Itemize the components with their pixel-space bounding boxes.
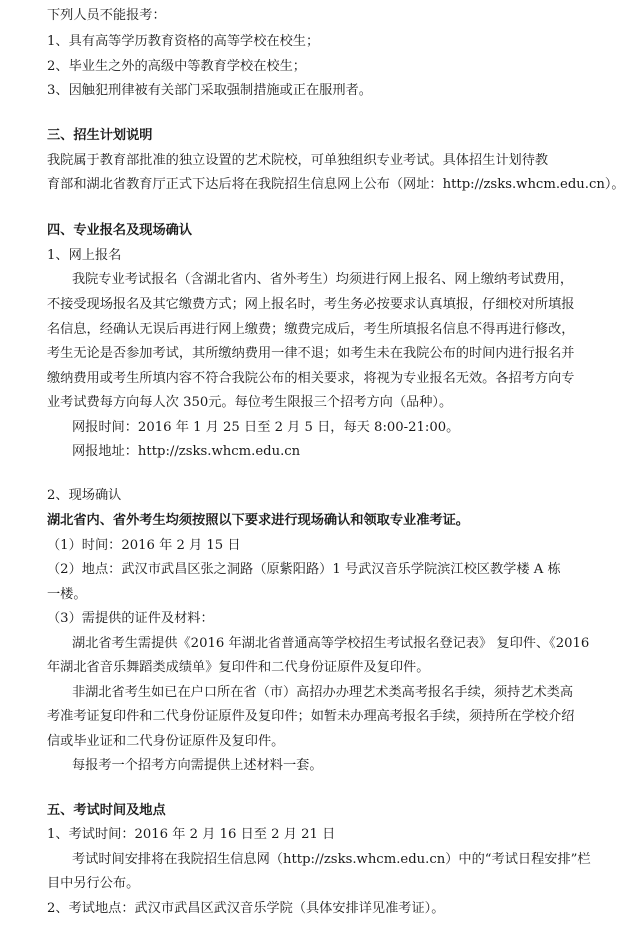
section-3-para-line: 育部和湖北省教育厅正式下达后将在我院招生信息网上公布（网址：http://zsks.whcm.edu.cn）。 — [47, 177, 625, 192]
exam-schedule-line: 考试时间安排将在我院招生信息网（http://zsks.whcm.edu.cn）中的“考试日程安排”栏 — [72, 852, 591, 867]
online-para-line: 考生无论是否参加考试，其所缴纳费用一律不退；如考生未在我院公布的时间内进行报名并 — [47, 346, 575, 361]
section-3-heading: 三、招生计划说明 — [47, 128, 153, 143]
online-address-line: 网报地址：http://zsks.whcm.edu.cn — [72, 444, 301, 459]
onsite-location-line: 一楼。 — [47, 587, 87, 602]
hubei-docs-line: 湖北省考生需提供《2016 年湖北省普通高等学校招生考试报名登记表》 复印件、《2016 — [72, 636, 590, 651]
intro-title: 下列人员不能报考： — [47, 8, 166, 23]
exclusion-item: 3、因触犯刑律被有关部门采取强制措施或正在服刑者。 — [47, 83, 372, 98]
section-4-sub-online: 1、网上报名 — [47, 248, 122, 263]
non-hubei-docs-line: 信或毕业证和二代身份证原件及复印件。 — [47, 734, 285, 749]
section-4-sub-onsite: 2、现场确认 — [47, 488, 122, 503]
exclusion-item: 1、具有高等学历教育资格的高等学校在校生； — [47, 34, 320, 49]
online-para-line: 缴纳费用或考生所填内容不符合我院公布的相关要求，将视为专业报名无效。各招考方向专 — [47, 371, 575, 386]
online-para-line: 名信息，经确认无误后再进行网上缴费；缴费完成后，考生所填报名信息不得再进行修改， — [47, 322, 575, 337]
materials-per-direction-line: 每报考一个招考方向需提供上述材料一套。 — [72, 758, 323, 773]
section-4-heading: 四、专业报名及现场确认 — [47, 223, 193, 238]
non-hubei-docs-line: 非湖北省考生如已在户口所在省（市）高招办办理艺术类高考报名手续，须持艺术类高 — [72, 685, 574, 700]
onsite-location-line: （2）地点：武汉市武昌区张之洞路（原紫阳路）1 号武汉音乐学院滨江校区教学楼 A 栋 — [47, 562, 561, 577]
exam-schedule-line: 目中另行公布。 — [47, 876, 140, 891]
exclusion-item: 2、毕业生之外的高级中等教育学校在校生； — [47, 59, 306, 74]
exam-time-line: 1、考试时间：2016 年 2 月 16 日至 2 月 21 日 — [47, 827, 336, 842]
onsite-time-line: （1）时间：2016 年 2 月 15 日 — [47, 538, 241, 553]
section-5-heading: 五、考试时间及地点 — [47, 803, 166, 818]
exam-place-line: 2、考试地点：武汉市武昌区武汉音乐学院（具体安排详见准考证）。 — [47, 901, 445, 916]
onsite-docs-line: （3）需提供的证件及材料： — [47, 611, 214, 626]
online-para-line: 业考试费每方向每人次 350元。每位考生限报三个招考方向（品种）。 — [47, 395, 453, 410]
hubei-docs-line: 年湖北省音乐舞蹈类成绩单》复印件和二代身份证原件及复印件。 — [47, 660, 430, 675]
non-hubei-docs-line: 考准考证复印件和二代身份证原件及复印件；如暂未办理高考报名手续，须持所在学校介绍 — [47, 709, 575, 724]
section-3-para-line: 我院属于教育部批准的独立设置的艺术院校，可单独组织专业考试。具体招生计划待教 — [47, 153, 549, 168]
online-para-line: 不接受现场报名及其它缴费方式；网上报名时，考生务必按要求认真填报，仔细校对所填报 — [47, 297, 575, 312]
online-time-line: 网报时间：2016 年 1 月 25 日至 2 月 5 日，每天 8:00-21:00。 — [72, 420, 460, 435]
onsite-bold-line: 湖北省内、省外考生均须按照以下要求进行现场确认和领取专业准考证。 — [47, 513, 469, 528]
online-para-line: 我院专业考试报名（含湖北省内、省外考生）均须进行网上报名、网上缴纳考试费用， — [72, 272, 574, 287]
